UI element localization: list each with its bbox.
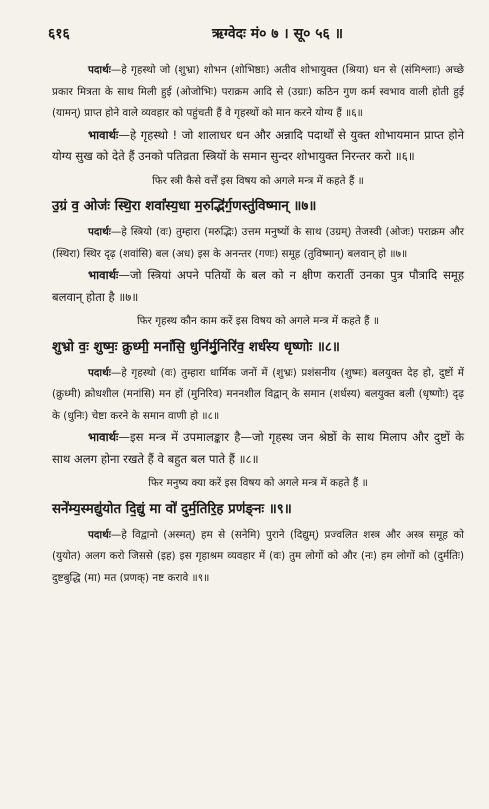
- section-label: पदार्थः: [88, 366, 111, 379]
- section-label: भावार्थः: [88, 268, 119, 282]
- mantra-verse: उ॒ग्रं व॒ ओजः॑ स्थि॒रा शवां॑स्य॒धा म॒रुद्भि॑र्ग॒णस्तु॑विष्मान् ॥७॥: [52, 198, 317, 214]
- paragraph-text: —हे विद्वानो (अस्मत्) हम से (सनेमि) पुराने (दिद्युम्) प्रज्वलित शस्त्र और अस्त्र समूह को (युयोत) अलग करो जिससे (इह) इस गृहाश्रम व्यवहार में (वः) तुम लोगों को और (नः) हम लोगों को (दुर्मतिः) दुष्टबुद्धि (मा) मत (प्रणक्) नष्ट करावे ॥९॥: [52, 528, 464, 584]
- section-label: पदार्थः: [88, 226, 111, 238]
- page-body: [52, 60, 464, 589]
- paragraph-text: —हे गृहस्थो जो (शुभ्रा) शोभन (शोभिष्ठाः) अतीव शोभायुक्त (श्रिया) धन से (संमिश्लाः) अच्छे प्रकार मित्रता के साथ मिली हुई (ओजोभिः) पराक्रम आदि से (उग्राः) कठिन गुण कर्म स्वभाव वाली होती हुई (यामन्) प्राप्त होने वाले व्यवहार को पहुंचती हैं वे गृहस्थों को मान करने योग्य हैं ॥६॥: [52, 64, 464, 119]
- mantra-verse: शुभ्रो वः॒ शुष्मः॒ क्रुध्मी॒ मनां॑सि॒ धुनि॑र्मु॒निरि॑व॒ शर्ध॑स्य धृष्णोः ॥८॥: [52, 338, 340, 355]
- page-header: [48, 24, 445, 46]
- section-label: पदार्थः: [88, 528, 111, 541]
- section-label: भावार्थः: [88, 430, 119, 444]
- paragraph-text: —हे गृहस्थो ! जो शालाधर धन और अन्नादि पदार्थों से युक्त शोभायमान प्राप्त होने योग्य सुख को देते हैं उनको पतिव्रता स्त्रियों के समान सुन्दर शोभायुक्त निरन्तर करो ॥६॥: [52, 127, 464, 163]
- page-number: ६१६: [48, 26, 70, 42]
- padarth-paragraph: [52, 525, 464, 590]
- padarth-paragraph: [52, 363, 464, 428]
- bhavarth-paragraph: [52, 265, 464, 308]
- bhavarth-paragraph: [52, 125, 464, 168]
- paragraph-text: —इस मन्त्र में उपमालङ्कार है—जो गृहस्थ जन श्रेष्ठों के साथ मिलाप और दुष्टों के साथ अलग होना रखते हैं वे बहुत बल पाते हैं ॥८॥: [52, 430, 464, 466]
- bhavarth-paragraph: [52, 427, 464, 470]
- lead-in-line: फिर मनुष्य क्या करें इस विषय को अगले मन्त्र में कहते हैं ॥: [148, 477, 368, 489]
- section-label: पदार्थः: [88, 64, 111, 76]
- paragraph-text: —हे स्त्रियो (वः) तुम्हारा (मरुद्भिः) उत्तम मनुष्यों के साथ (उग्रम्) तेजस्वी (ओजः) पराक्रम और (स्थिरा) स्थिर दृढ़ (शवांसि) बल (अध) इस के अनन्तर (गणः) समूह (तुविष्मान्) बलवान् हो ॥७॥: [52, 226, 464, 260]
- padarth-paragraph: [52, 60, 464, 125]
- mantra-verse: सने॑म्य॒स्मद्यु॑योत दि॒द्युं मा वो॑ दुर्म॒तिरि॒ह प्रण॑ङ्नः ॥९॥: [52, 500, 292, 517]
- paragraph-text: —हे गृहस्थो (वः) तुम्हारा धार्मिक जनों में (शुभ्रः) प्रशंसनीय (शुष्मः) बलयुक्त देह हो, दुष्टों में (क्रुध्मी) क्रोधशील (मनांसि) मन हों (मुनिरिव) मननशील विद्वान् के समान (शर्धस्य) बलयुक्त बली (धृष्णोः) दृढ़ के (धुनिः) चेष्टा करने के समान वाणी हो ॥८॥: [52, 366, 464, 422]
- running-title: ऋग्वेदः मं० ७ । सू० ५६ ॥: [211, 26, 344, 42]
- lead-in-line: फिर स्त्री कैसे वर्त्तें इस विषय को अगले मन्त्र में कहते हैं ॥: [152, 174, 364, 187]
- lead-in-line: फिर गृहस्थ कौन काम करें इस विषय को अगले मन्त्र में कहते हैं ॥: [136, 315, 380, 327]
- paragraph-text: —जो स्त्रियां अपने पतियों के बल को न क्षीण करातीं उनका पुत्र पौत्रादि समूह बलवान् होता है ॥७॥: [52, 268, 464, 304]
- padarth-paragraph: [52, 222, 464, 265]
- section-label: भावार्थः: [88, 127, 119, 142]
